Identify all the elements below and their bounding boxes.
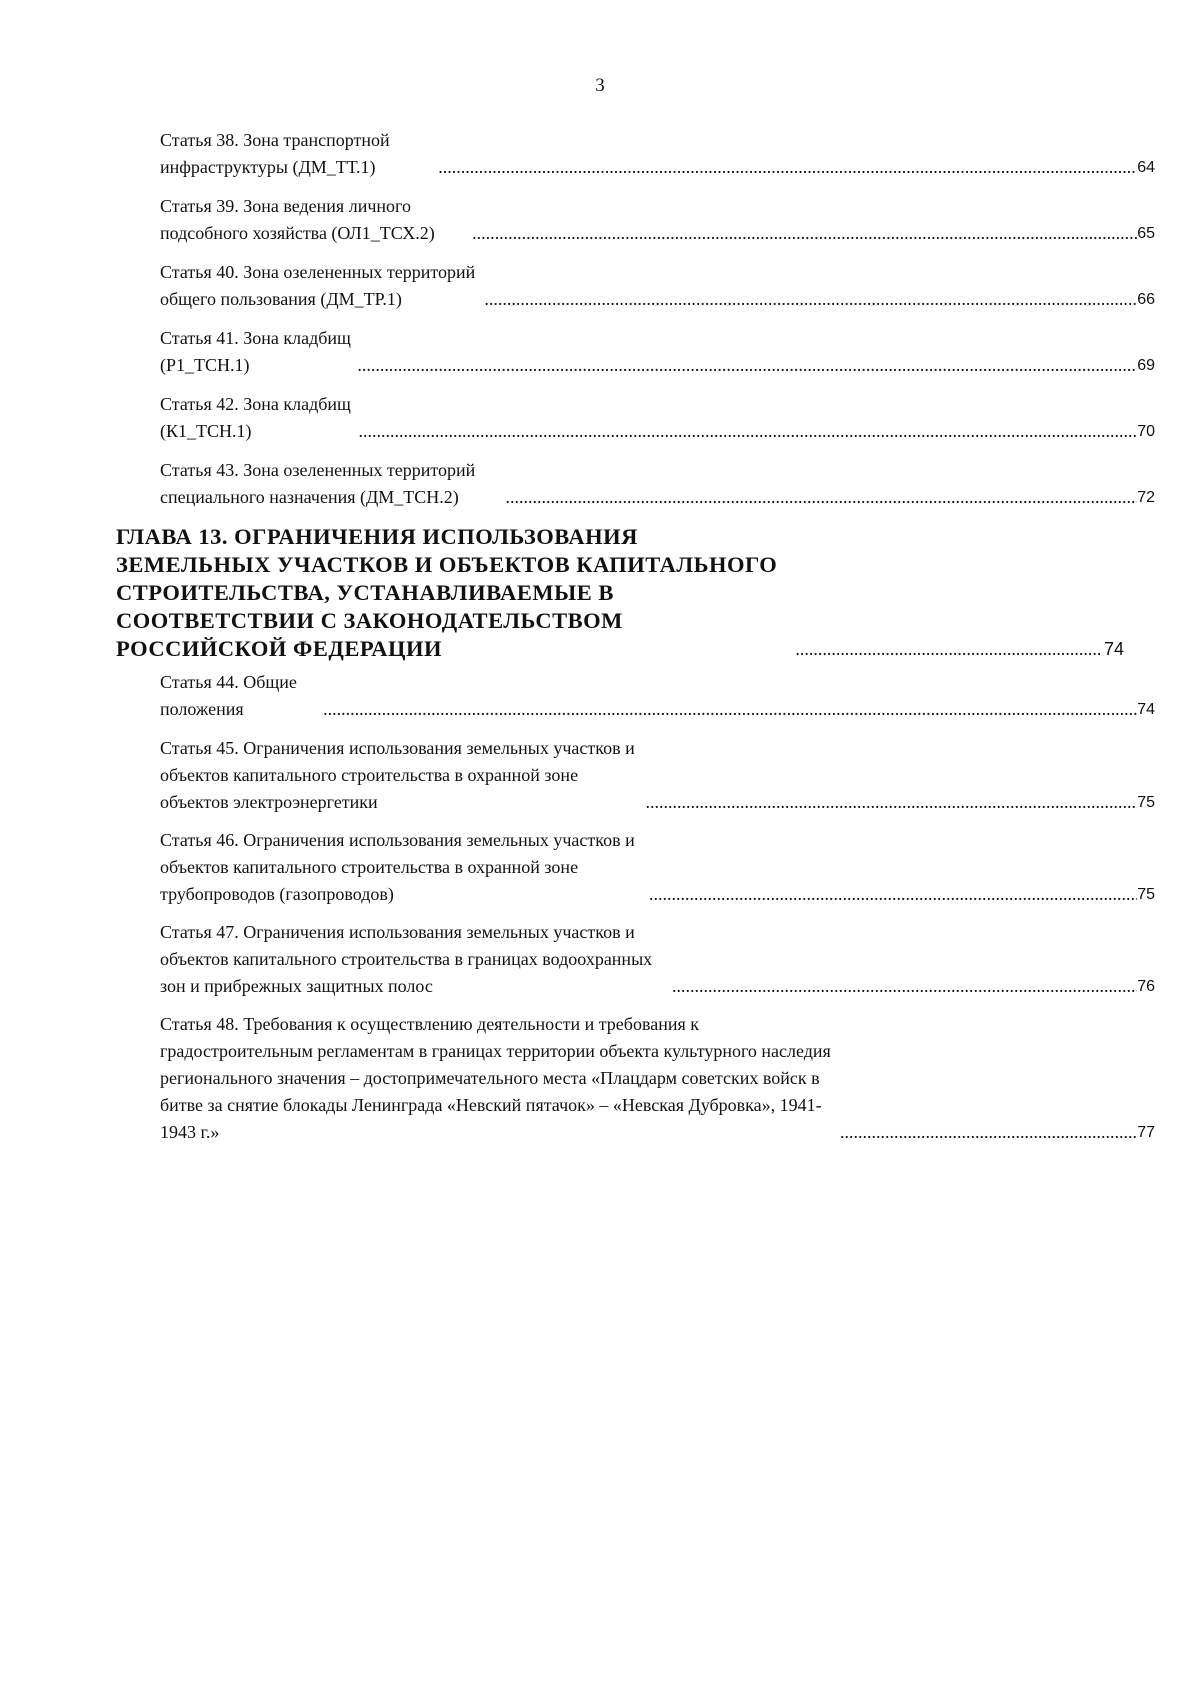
page-number: 3	[595, 75, 605, 96]
toc-entry-page: 72	[1137, 489, 1155, 506]
toc-entry-title: Статья 46. Ограничения использования земельных участков и объектов капитального строительства в охранной зоне трубопроводов (газопроводов)	[160, 830, 635, 904]
dot-leader	[355, 352, 1137, 379]
toc-entry-page: 70	[1137, 423, 1155, 440]
toc-chapter-13[interactable]	[116, 523, 1124, 663]
toc-entry-title: Статья 40. Зона озелененных территорий общего пользования (ДМ_ТР.1)	[160, 262, 476, 309]
table-of-contents	[116, 127, 1155, 1157]
dot-leader	[647, 881, 1137, 908]
toc-entry-page: 77	[1137, 1124, 1155, 1141]
chapter-title: ГЛАВА 13. ОГРАНИЧЕНИЯ ИСПОЛЬЗОВАНИЯ ЗЕМЕЛЬНЫХ УЧАСТКОВ И ОБЪЕКТОВ КАПИТАЛЬНОГО СТРОИТЕЛЬСТВА, УСТАНАВЛИВАЕМЫЕ В СООТВЕТСТВИИ С ЗАКОНОДАТЕЛЬСТВОМ РОССИЙСКОЙ ФЕДЕРАЦИИ	[116, 524, 778, 661]
toc-entry-article-39[interactable]	[160, 193, 1155, 247]
dot-leader	[357, 418, 1138, 445]
toc-entry-page: 65	[1137, 225, 1155, 242]
toc-entry-article-40[interactable]	[160, 259, 1155, 313]
dot-leader	[321, 696, 1137, 723]
toc-entry-article-43[interactable]	[160, 457, 1155, 511]
toc-entry-article-42[interactable]	[160, 391, 1155, 445]
toc-entry-page: 75	[1137, 886, 1155, 903]
toc-entry-title: Статья 39. Зона ведения личного подсобного хозяйства (ОЛ1_ТСХ.2)	[160, 196, 435, 243]
toc-entry-article-45[interactable]	[160, 735, 1155, 816]
toc-entry-page: 64	[1137, 159, 1155, 176]
toc-entry-article-44[interactable]	[160, 669, 1155, 723]
dot-leader	[643, 789, 1137, 816]
dot-leader	[793, 635, 1100, 663]
dot-leader	[482, 286, 1137, 313]
dot-leader	[670, 973, 1137, 1000]
toc-entry-title: Статья 42. Зона кладбищ (К1_ТСН.1)	[160, 394, 351, 441]
toc-entry-title: Статья 45. Ограничения использования земельных участков и объектов капитального строительства в охранной зоне объектов электроэнергетики	[160, 738, 635, 812]
toc-entry-page: 69	[1137, 357, 1155, 374]
toc-entry-title: Статья 47. Ограничения использования земельных участков и объектов капитального строительства в границах водоохранных зон и прибрежных защитных полос	[160, 922, 653, 996]
dot-leader	[504, 484, 1138, 511]
dot-leader	[470, 220, 1137, 247]
toc-entry-title: Статья 48. Требования к осуществлению деятельности и требования к градостроительным регламентам в границах территории объекта культурного наследия регионального значения – достопримечательного места «Плацдарм советских войск в битве за снятие блокады Ленинграда «Невский пятачок» – «Невская Дубровка», 1941-1943 г.»	[160, 1014, 831, 1142]
toc-entry-page: 74	[1137, 701, 1155, 718]
toc-entry-article-38[interactable]	[160, 127, 1155, 181]
toc-entry-article-46[interactable]	[160, 827, 1155, 908]
chapter-page: 74	[1103, 639, 1124, 659]
toc-entry-article-47[interactable]	[160, 919, 1155, 1000]
toc-entry-article-48[interactable]	[160, 1011, 1155, 1146]
dot-leader	[838, 1119, 1137, 1146]
toc-entry-page: 75	[1137, 794, 1155, 811]
toc-entry-title: Статья 38. Зона транспортной инфраструктуры (ДМ_ТТ.1)	[160, 130, 390, 177]
toc-entry-page: 76	[1137, 978, 1155, 995]
dot-leader	[436, 154, 1137, 181]
toc-entry-title: Статья 44. Общие положения	[160, 672, 297, 719]
toc-entry-article-41[interactable]	[160, 325, 1155, 379]
toc-entry-page: 66	[1137, 291, 1155, 308]
toc-entry-title: Статья 41. Зона кладбищ (Р1_ТСН.1)	[160, 328, 351, 375]
toc-entry-title: Статья 43. Зона озелененных территорий специального назначения (ДМ_ТСН.2)	[160, 460, 476, 507]
